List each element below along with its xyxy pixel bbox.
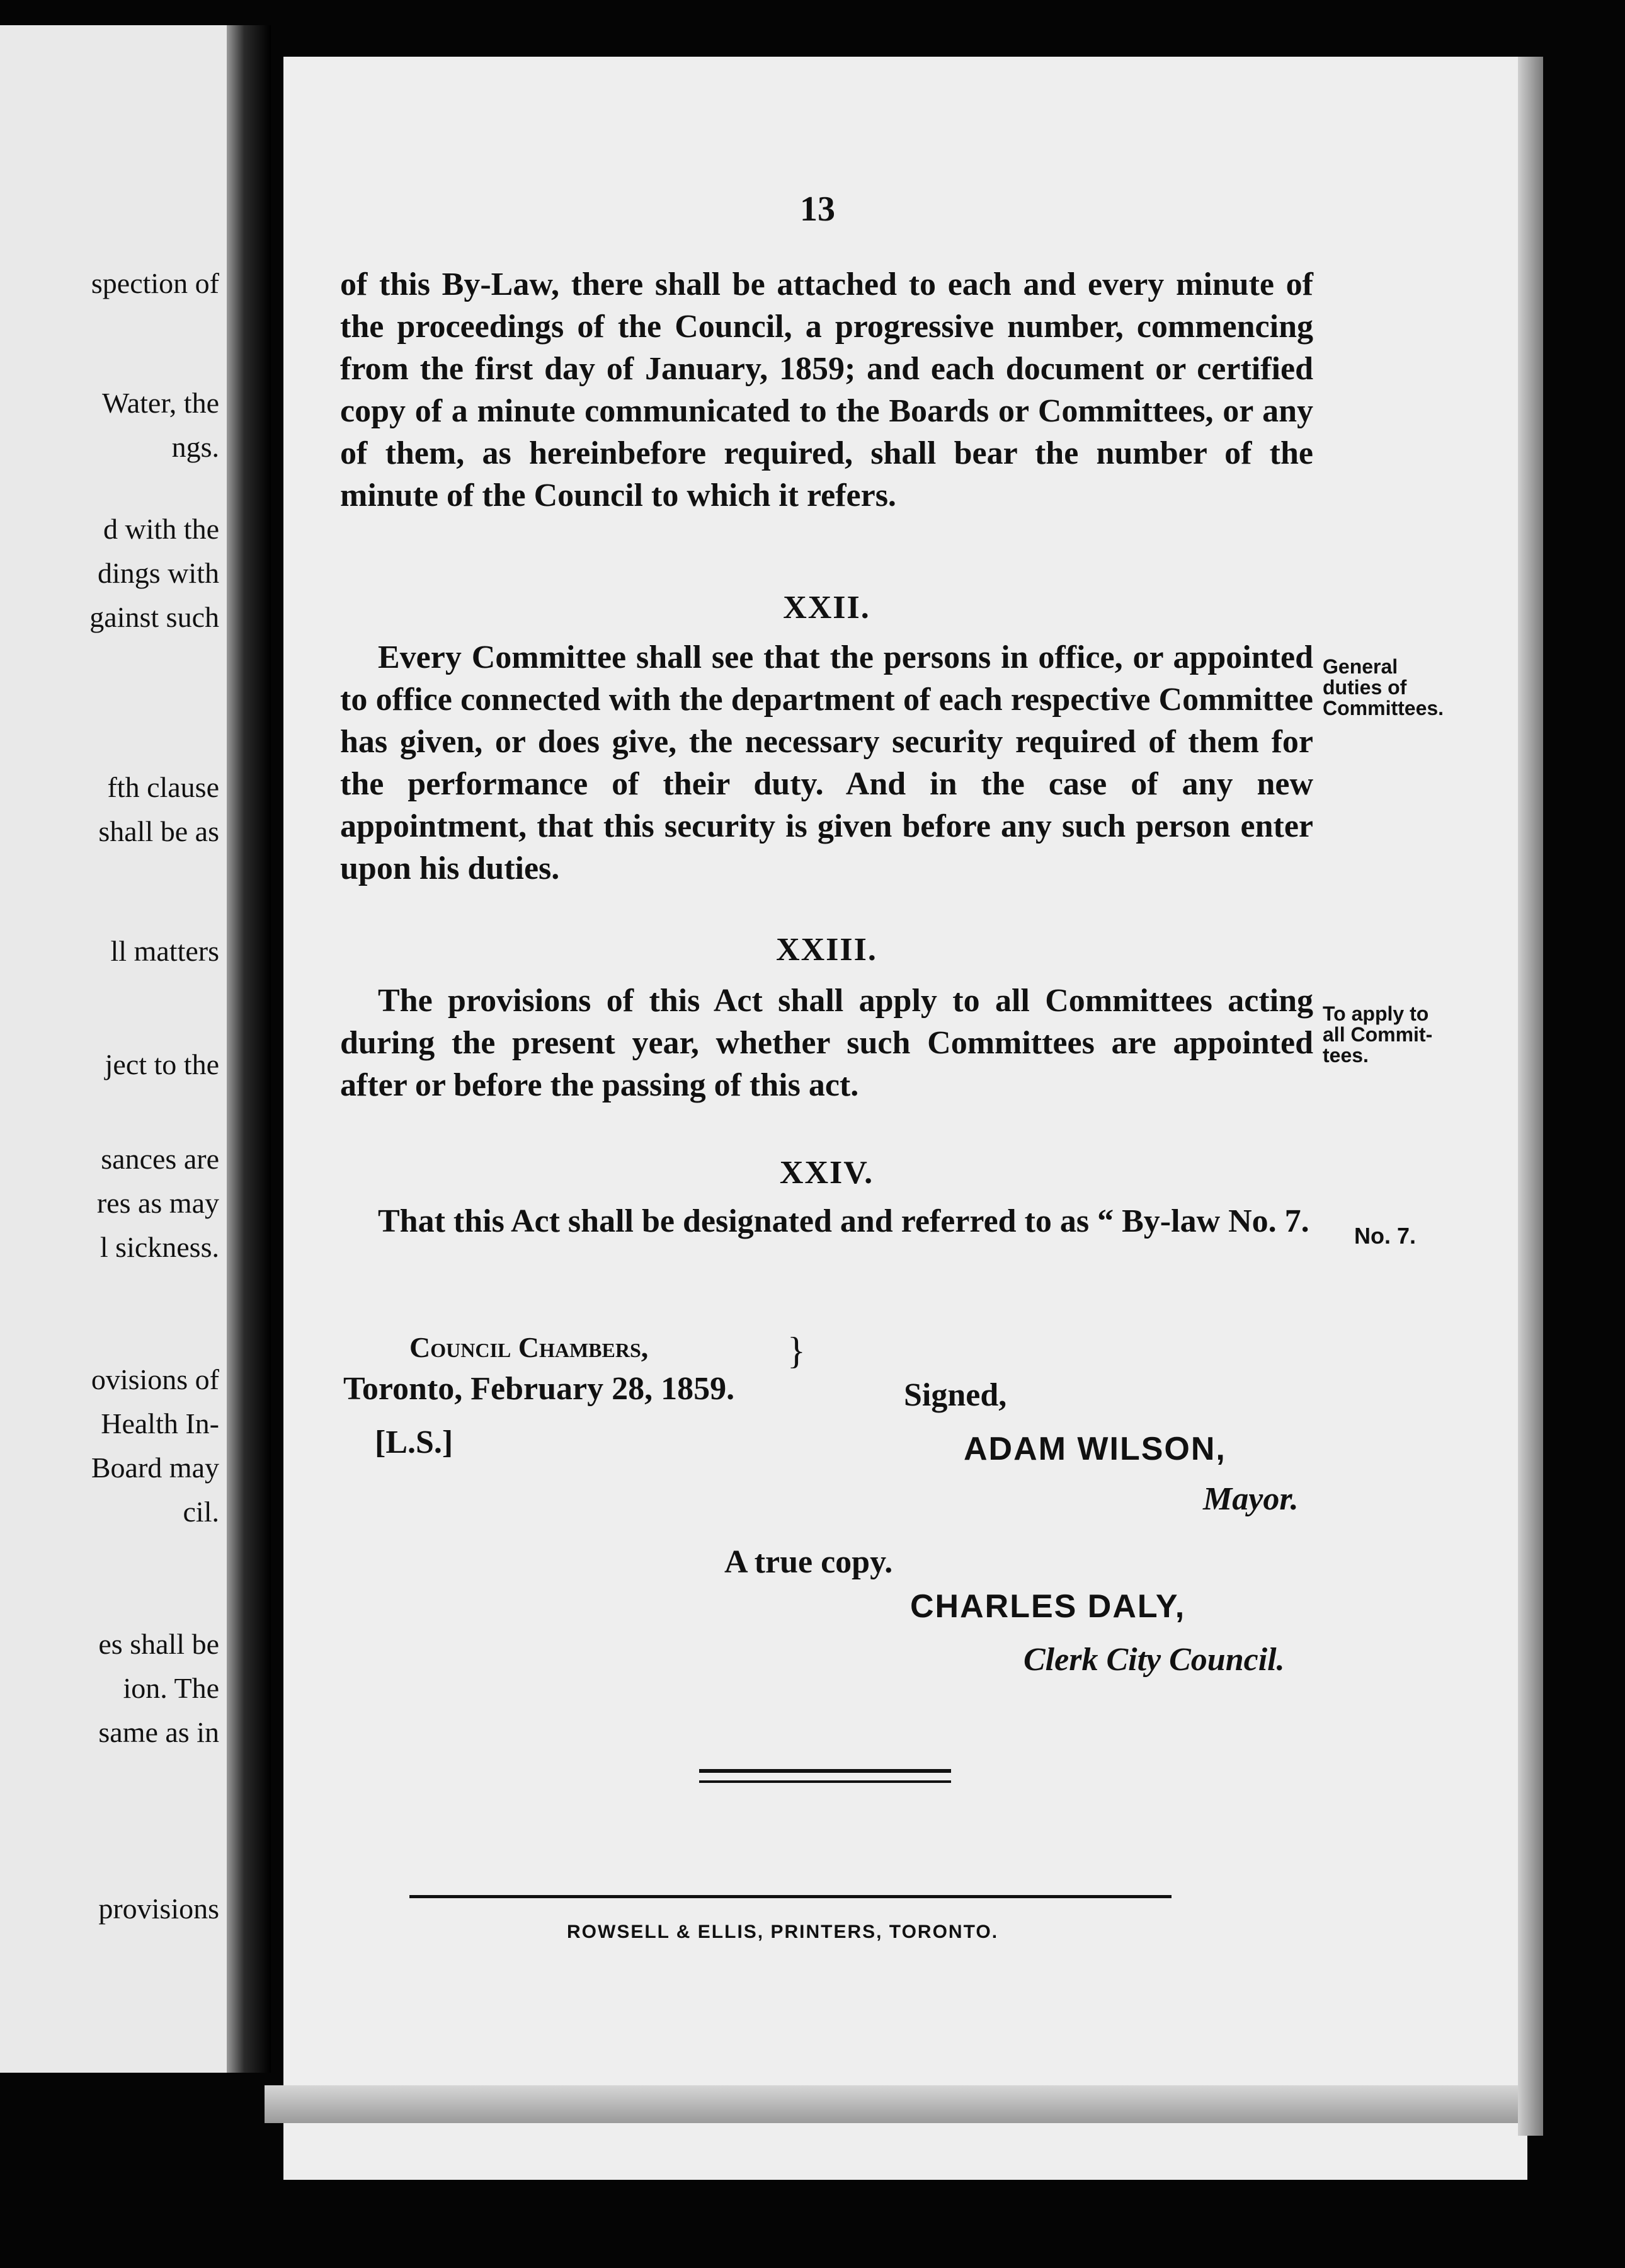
brace-mark: } — [787, 1330, 806, 1372]
margin-note-apply — [1323, 1004, 1432, 1066]
seal-mark: [L.S.] — [375, 1424, 453, 1460]
margin-note-line: No. 7. — [1354, 1223, 1417, 1249]
left-line: shall be as — [98, 815, 219, 847]
double-rule-top — [699, 1769, 951, 1773]
left-line: l sickness. — [100, 1231, 219, 1263]
left-line: fth clause — [107, 771, 219, 803]
left-line: res as may — [96, 1187, 219, 1219]
margin-note-line: duties of — [1323, 676, 1407, 699]
left-line: Water, the — [101, 387, 219, 419]
section-text: The provisions of this Act shall apply to all Committees acting during the present year, whether such Committees are appointed after or before the passing of this act. — [340, 983, 1313, 1103]
left-line: ovisions of — [91, 1363, 219, 1395]
section-xxiv-body — [340, 1200, 1313, 1242]
clerk-name: CHARLES DALY, — [910, 1588, 1186, 1625]
mayor-name: ADAM WILSON, — [964, 1431, 1226, 1467]
section-heading-xxii: XXII. — [783, 590, 870, 626]
left-line: gainst such — [89, 601, 219, 633]
left-line: ion. The — [123, 1672, 219, 1704]
left-line: cil. — [183, 1496, 219, 1528]
double-rule-bottom — [699, 1780, 951, 1783]
left-line: es shall be — [98, 1628, 219, 1660]
left-line: d with the — [103, 513, 219, 545]
left-line: ll matters — [110, 935, 219, 967]
left-line: same as in — [98, 1716, 219, 1748]
paragraph-text: of this By-Law, there shall be attached to each and every minute of the proceedings of the Council, a progressive number, commencing from the first day of January, 1859; and each document or certified copy of a minute communicated to the Boards or Committees, or any of them, as hereinbefore required, shall bear the number of the minute of the Council to which it refers. — [340, 266, 1313, 513]
mayor-title: Mayor. — [1203, 1481, 1299, 1517]
left-line: Board may — [91, 1452, 219, 1484]
left-line: spection of — [91, 267, 219, 299]
signing-date: Toronto, February 28, 1859. — [343, 1371, 735, 1407]
margin-note-line: General — [1323, 655, 1398, 678]
section-xxiii-body — [340, 980, 1313, 1106]
left-line: ngs. — [171, 431, 219, 463]
section-heading-xxiii: XXIII. — [776, 932, 877, 968]
left-line: sances are — [101, 1143, 219, 1175]
page-bottom-edge — [265, 2085, 1518, 2123]
council-chambers: Council Chambers, — [409, 1331, 649, 1363]
left-line: Health In- — [101, 1407, 219, 1440]
continued-paragraph — [340, 263, 1313, 517]
left-line: dings with — [98, 557, 219, 589]
margin-note-line: tees. — [1323, 1044, 1369, 1067]
section-xxii-body — [340, 636, 1313, 890]
left-line: ject to the — [105, 1048, 219, 1080]
left-line: provisions — [98, 1893, 219, 1925]
margin-note-line: To apply to — [1323, 1002, 1429, 1025]
true-copy: A true copy. — [724, 1544, 893, 1580]
signed-label: Signed, — [904, 1377, 1007, 1413]
section-text: That this Act shall be designated and referred to as “ By-law No. 7. — [378, 1203, 1309, 1239]
margin-note-no7 — [1354, 1223, 1417, 1249]
clerk-title: Clerk City Council. — [1023, 1642, 1285, 1678]
margin-note-line: all Commit- — [1323, 1023, 1433, 1046]
margin-note-general-duties — [1323, 656, 1444, 719]
footer-rule — [409, 1895, 1172, 1898]
printer-imprint: ROWSELL & ELLIS, PRINTERS, TORONTO. — [567, 1922, 999, 1942]
section-text: Every Committee shall see that the persons in office, or appointed to office connected with the department of each respective Committee has given, or does give, the necessary security required of them for the performance of their duty. And in the case of any new appointment, that this security is given before any such person enter upon his duties. — [340, 639, 1313, 886]
page-number: 13 — [800, 190, 835, 229]
margin-note-line: Committees. — [1323, 697, 1444, 719]
section-heading-xxiv: XXIV. — [779, 1155, 874, 1191]
previous-page-edge — [0, 25, 227, 2073]
book-gutter — [227, 25, 271, 2073]
page-right-edge — [1518, 57, 1543, 2136]
